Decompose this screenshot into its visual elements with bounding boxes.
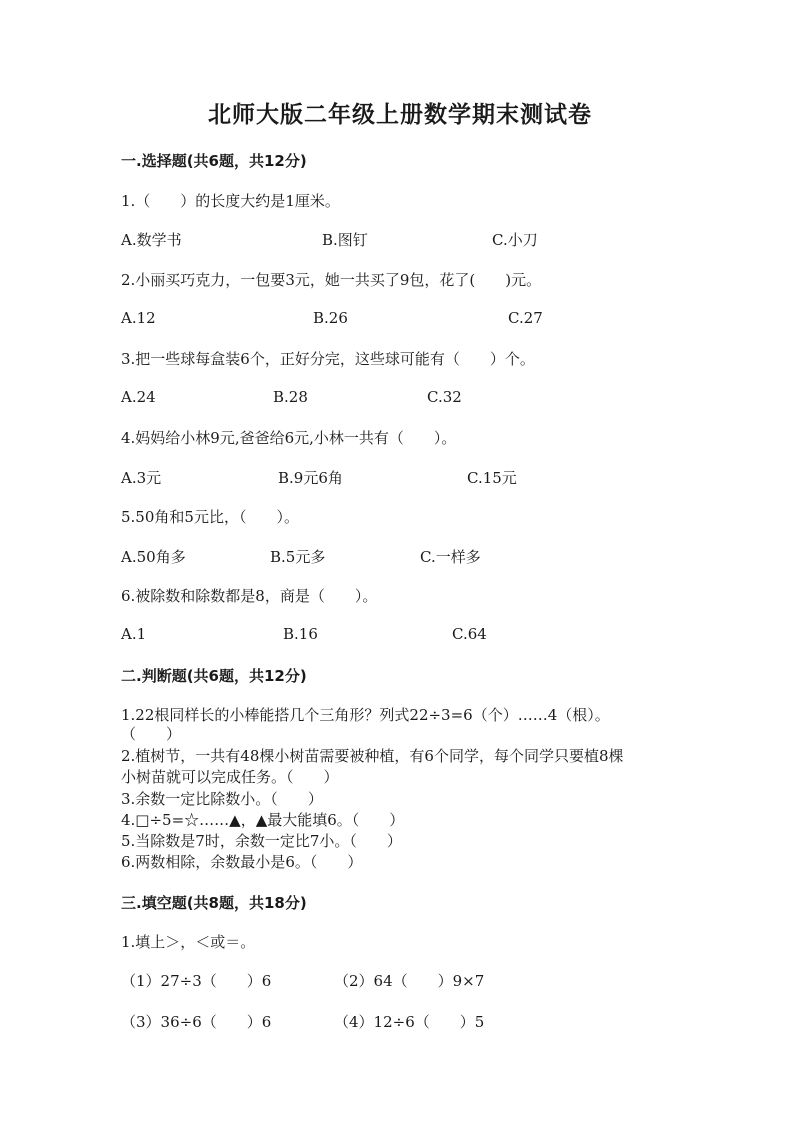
judgment-line-6: 4.□÷5=☆……▲，▲最大能填6。（ ） [121, 811, 405, 829]
option-1-1-c: C.小刀 [492, 231, 538, 249]
option-1-1-b: B.图钉 [322, 231, 368, 249]
option-1-4-c: C.15元 [467, 469, 517, 487]
page-title: 北师大版二年级上册数学期末测试卷 [208, 101, 592, 128]
judgment-line-2: （ ） [121, 725, 182, 743]
judgment-line-7: 5.当除数是7时，余数一定比7小。（ ） [121, 832, 402, 850]
fill-item-3: （3）36÷6（ ）6 [121, 1013, 272, 1031]
option-1-2-c: C.27 [508, 309, 543, 327]
fill-question-1: 1.填上＞，＜或＝。 [121, 933, 256, 951]
option-1-5-a: A.50角多 [121, 548, 186, 566]
option-1-4-a: A.3元 [121, 469, 162, 487]
fill-item-4: （4）12÷6（ ）5 [334, 1013, 485, 1031]
judgment-line-1: 1.22根同样长的小棒能搭几个三角形？列式22÷3=6（个）……4（根）。 [121, 706, 610, 724]
option-1-6-c: C.64 [452, 625, 487, 643]
judgment-line-8: 6.两数相除，余数最小是6。（ ） [121, 853, 363, 871]
fill-item-2: （2）64（ ）9×7 [334, 972, 485, 990]
question-1-5: 5.50角和5元比，（ ）。 [121, 508, 299, 526]
judgment-line-5: 3.余数一定比除数小。（ ） [121, 790, 323, 808]
question-1-6: 6.被除数和除数都是8，商是（ ）。 [121, 587, 378, 605]
option-1-6-b: B.16 [283, 625, 318, 643]
question-1-3: 3.把一些球每盒装6个，正好分完，这些球可能有（ ）个。 [121, 350, 535, 368]
option-1-2-b: B.26 [313, 309, 348, 327]
section-2-heading: 二.判断题(共6题，共12分) [121, 667, 307, 685]
judgment-line-4: 小树苗就可以完成任务。（ ） [121, 768, 339, 786]
option-1-3-c: C.32 [427, 388, 462, 406]
option-1-5-b: B.5元多 [270, 548, 326, 566]
option-1-5-c: C.一样多 [420, 548, 481, 566]
judgment-line-3: 2.植树节，一共有48棵小树苗需要被种植，有6个同学，每个同学只要植8棵 [121, 747, 624, 765]
question-1-1: 1.（ ）的长度大约是1厘米。 [121, 192, 340, 210]
question-1-2: 2.小丽买巧克力，一包要3元，她一共买了9包，花了( )元。 [121, 271, 542, 289]
section-1-heading: 一.选择题(共6题，共12分) [121, 152, 307, 170]
fill-item-1: （1）27÷3（ ）6 [121, 972, 272, 990]
option-1-3-a: A.24 [121, 388, 156, 406]
option-1-3-b: B.28 [273, 388, 308, 406]
section-3-heading: 三.填空题(共8题，共18分) [121, 894, 307, 912]
option-1-6-a: A.1 [121, 625, 147, 643]
question-1-4: 4.妈妈给小林9元,爸爸给6元,小林一共有（ ）。 [121, 429, 457, 447]
option-1-1-a: A.数学书 [121, 231, 182, 249]
option-1-4-b: B.9元6角 [278, 469, 343, 487]
option-1-2-a: A.12 [121, 309, 156, 327]
